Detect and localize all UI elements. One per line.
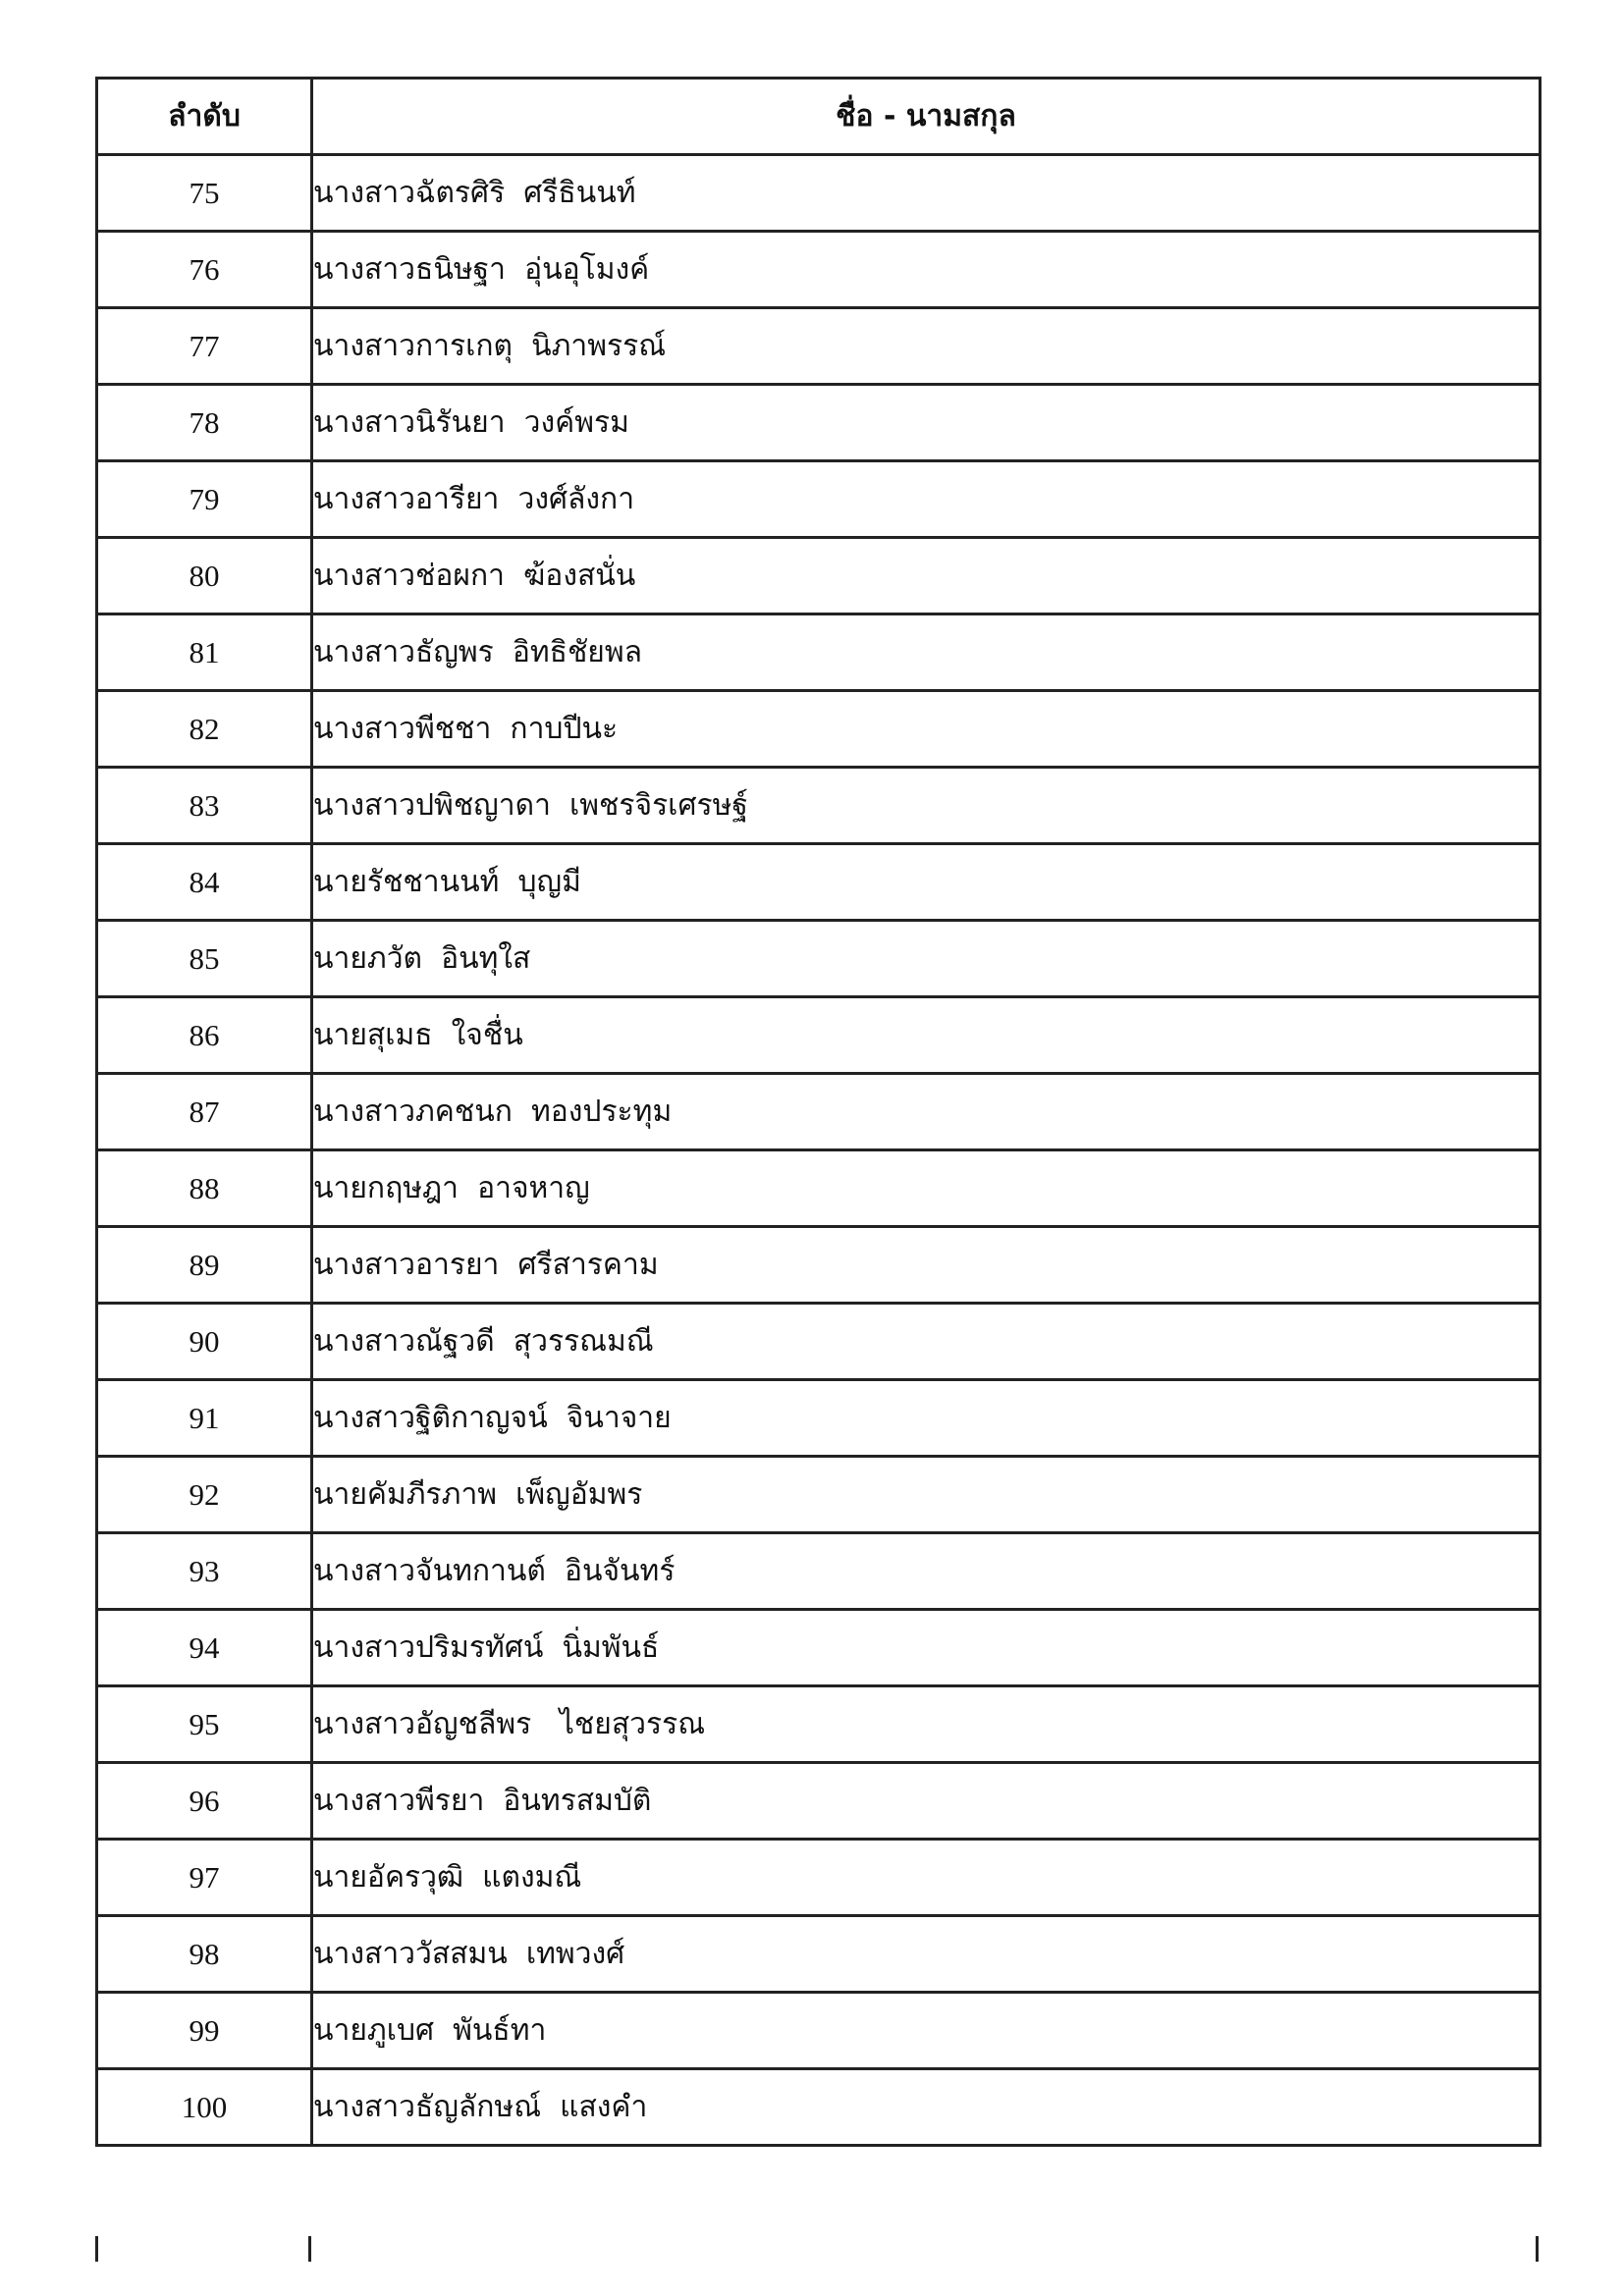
table-row: [97, 2069, 1541, 2146]
row-number-cell: 87: [97, 1074, 312, 1150]
full-name-cell: นายภวัต อินทุใส: [312, 921, 1541, 997]
row-number-cell: 96: [97, 1763, 312, 1840]
full-name-cell: นางสาวณัฐวดี สุวรรณมณี: [312, 1304, 1541, 1380]
full-name-cell: นายคัมภีรภาพ เพ็ญอัมพร: [312, 1457, 1541, 1533]
table-row: [97, 1150, 1541, 1227]
full-name-cell: นายอัครวุฒิ แตงมณี: [312, 1840, 1541, 1916]
full-name-cell: นางสาวพีรยา อินทรสมบัติ: [312, 1763, 1541, 1840]
full-name-cell: นางสาวฐิติกาญจน์ จินาจาย: [312, 1380, 1541, 1457]
table-row: [97, 1304, 1541, 1380]
row-number-cell: 77: [97, 308, 312, 385]
row-number-cell: 81: [97, 614, 312, 691]
full-name-cell: นางสาวธนิษฐา อุ่นอุโมงค์: [312, 232, 1541, 308]
full-name-cell: นายภูเบศ พันธ์ทา: [312, 1993, 1541, 2069]
full-name-cell: นายรัชชานนท์ บุญมี: [312, 844, 1541, 921]
full-name-cell: นางสาวธัญพร อิทธิชัยพล: [312, 614, 1541, 691]
table-row: [97, 1610, 1541, 1686]
full-name-cell: นางสาวธัญลักษณ์ แสงคำ: [312, 2069, 1541, 2146]
row-number-cell: 85: [97, 921, 312, 997]
full-name-cell: นางสาวฉัตรศิริ ศรีธินนท์: [312, 155, 1541, 232]
row-number-cell: 100: [97, 2069, 312, 2146]
table-row: [97, 614, 1541, 691]
table-border-tail-right: [1536, 2236, 1539, 2262]
full-name-cell: นางสาววัสสมน เทพวงศ์: [312, 1916, 1541, 1993]
table-body: [97, 155, 1541, 2146]
table-row: [97, 1074, 1541, 1150]
row-number-cell: 97: [97, 1840, 312, 1916]
table-row: [97, 308, 1541, 385]
row-number-cell: 98: [97, 1916, 312, 1993]
full-name-cell: นางสาวอารียา วงศ์ลังกา: [312, 461, 1541, 538]
full-name-cell: นางสาวจันทกานต์ อินจันทร์: [312, 1533, 1541, 1610]
full-name-cell: นางสาวช่อผกา ฆ้องสนั่น: [312, 538, 1541, 614]
name-roster-table: [95, 77, 1542, 2147]
row-number-cell: 93: [97, 1533, 312, 1610]
table-row: [97, 1916, 1541, 1993]
table-row: [97, 1380, 1541, 1457]
column-header-name: ชื่อ - นามสกุล: [312, 79, 1541, 155]
table-row: [97, 1227, 1541, 1304]
table-row: [97, 1686, 1541, 1763]
full-name-cell: นางสาวภคชนก ทองประทุม: [312, 1074, 1541, 1150]
table-row: [97, 997, 1541, 1074]
table-row: [97, 461, 1541, 538]
row-number-cell: 79: [97, 461, 312, 538]
row-number-cell: 83: [97, 768, 312, 844]
row-number-cell: 94: [97, 1610, 312, 1686]
table-row: [97, 155, 1541, 232]
row-number-cell: 90: [97, 1304, 312, 1380]
full-name-cell: นางสาวพีชชา กาบปีนะ: [312, 691, 1541, 768]
full-name-cell: นางสาวอารยา ศรีสารคาม: [312, 1227, 1541, 1304]
full-name-cell: นางสาวการเกตุ นิภาพรรณ์: [312, 308, 1541, 385]
row-number-cell: 99: [97, 1993, 312, 2069]
table-row: [97, 1763, 1541, 1840]
table-row: [97, 232, 1541, 308]
full-name-cell: นายกฤษฎา อาจหาญ: [312, 1150, 1541, 1227]
table-row: [97, 1840, 1541, 1916]
full-name-cell: นางสาวปพิชญาดา เพชรจิรเศรษฐ์: [312, 768, 1541, 844]
row-number-cell: 86: [97, 997, 312, 1074]
table-row: [97, 1993, 1541, 2069]
table-border-tail-middle: [308, 2236, 311, 2262]
row-number-cell: 76: [97, 232, 312, 308]
row-number-cell: 95: [97, 1686, 312, 1763]
row-number-cell: 89: [97, 1227, 312, 1304]
row-number-cell: 75: [97, 155, 312, 232]
row-number-cell: 92: [97, 1457, 312, 1533]
table-border-tail-left: [95, 2236, 98, 2262]
table-row: [97, 844, 1541, 921]
row-number-cell: 88: [97, 1150, 312, 1227]
table-row: [97, 385, 1541, 461]
table-row: [97, 768, 1541, 844]
table-row: [97, 1457, 1541, 1533]
row-number-cell: 84: [97, 844, 312, 921]
table-row: [97, 1533, 1541, 1610]
full-name-cell: นางสาวอัญชลีพร ไชยสุวรรณ: [312, 1686, 1541, 1763]
full-name-cell: นางสาวนิรันยา วงค์พรม: [312, 385, 1541, 461]
table-row: [97, 691, 1541, 768]
column-header-number: ลำดับ: [97, 79, 312, 155]
full-name-cell: นางสาวปริมรทัศน์ นิ่มพันธ์: [312, 1610, 1541, 1686]
full-name-cell: นายสุเมธ ใจชื่น: [312, 997, 1541, 1074]
document-page: [95, 77, 1539, 2236]
row-number-cell: 82: [97, 691, 312, 768]
row-number-cell: 78: [97, 385, 312, 461]
table-header-row: [97, 79, 1541, 155]
row-number-cell: 91: [97, 1380, 312, 1457]
table-row: [97, 921, 1541, 997]
row-number-cell: 80: [97, 538, 312, 614]
table-row: [97, 538, 1541, 614]
